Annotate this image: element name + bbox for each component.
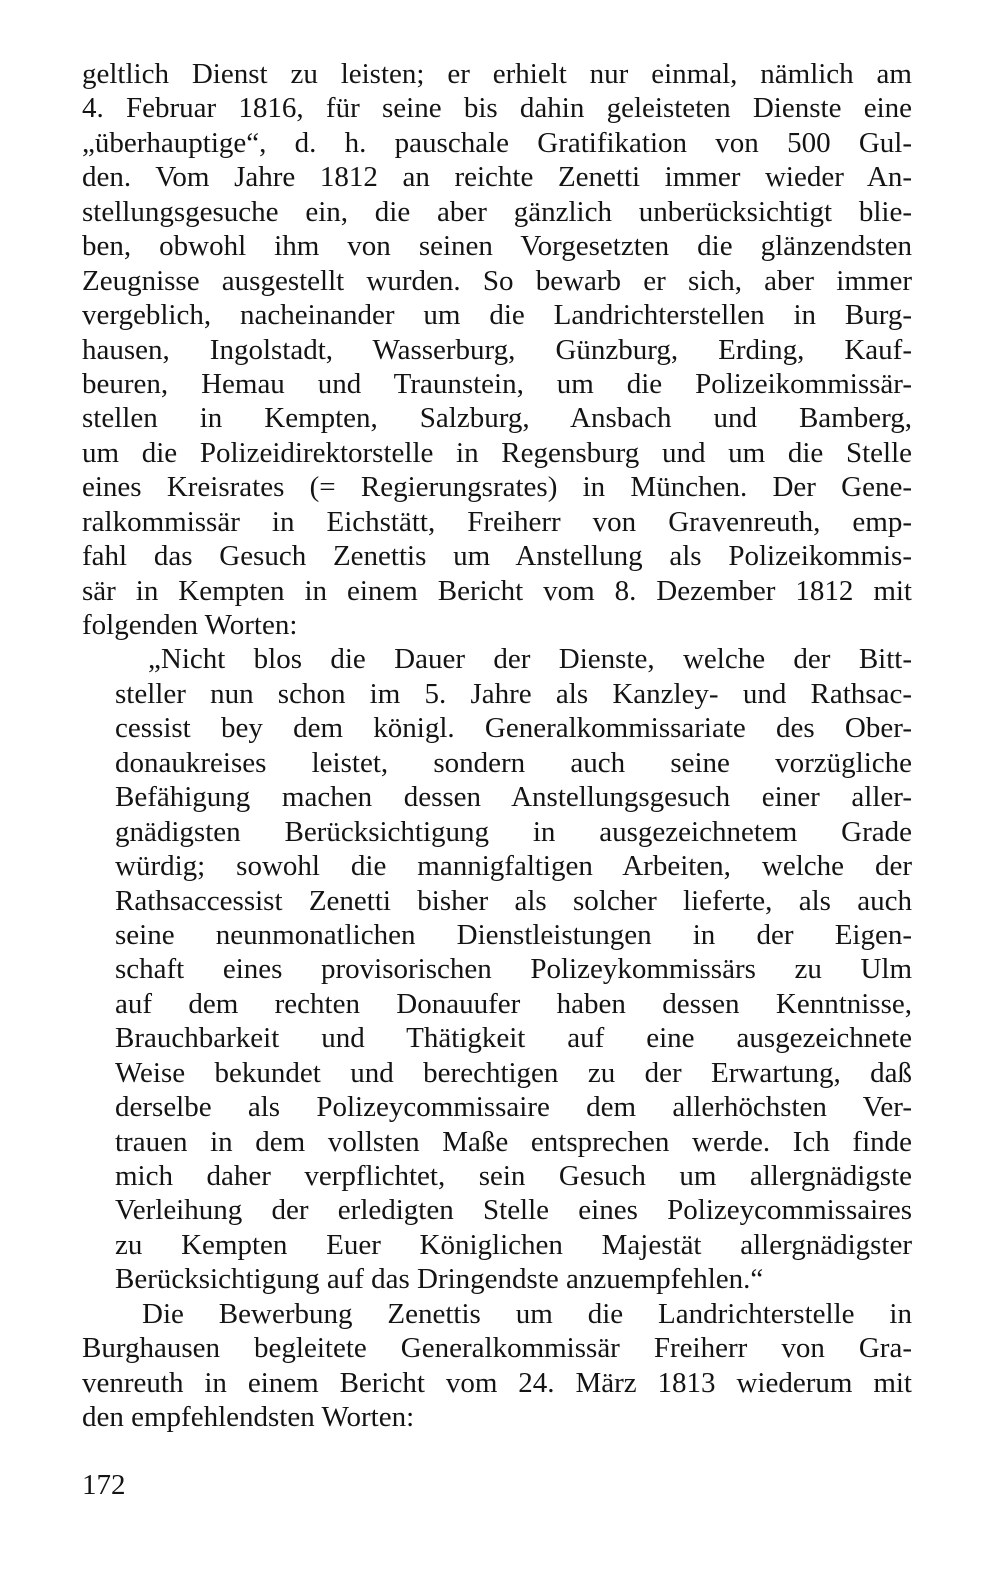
quote-line: zu Kempten Euer Königlichen Majestät allergnädigster bbox=[115, 1228, 912, 1261]
text-line: beuren, Hemau und Traunstein, um die Polizeikommissär- bbox=[82, 367, 912, 400]
text-line: vergeblich, nacheinander um die Landrichterstellen in Burg- bbox=[82, 299, 912, 332]
text-line: Die Bewerbung Zenettis um die Landrichterstelle in bbox=[142, 1297, 912, 1330]
quote-line: schaft eines provisorischen Polizeykommissärs zu Ulm bbox=[115, 953, 912, 986]
quote-line: seine neunmonatlichen Dienstleistungen in der Eigen- bbox=[115, 918, 912, 951]
quote-line: steller nun schon im 5. Jahre als Kanzley- und Rathsac- bbox=[115, 677, 912, 710]
quote-line: cessist bey dem königl. Generalkommissariate des Ober- bbox=[115, 712, 912, 745]
text-line: venreuth in einem Bericht vom 24. März 1813 wiederum mit bbox=[82, 1366, 912, 1399]
quote-line: würdig; sowohl die mannigfaltigen Arbeiten, welche der bbox=[115, 850, 912, 883]
quote-line: donaukreises leistet, sondern auch seine vorzügliche bbox=[115, 746, 912, 779]
text-line: 4. Februar 1816, für seine bis dahin geleisteten Dienste eine bbox=[82, 92, 912, 125]
quote-line: Weise bekundet und berechtigen zu der Erwartung, daß bbox=[115, 1056, 912, 1089]
text-line: eines Kreisrates (= Regierungsrates) in München. Der Gene- bbox=[82, 471, 912, 504]
quote-line: derselbe als Polizeycommissaire dem allerhöchsten Ver- bbox=[115, 1091, 912, 1124]
quote-line: Berücksichtigung auf das Dringendste anzuempfehlen.“ bbox=[115, 1263, 764, 1296]
text-line: Burghausen begleitete Generalkommissär Freiherr von Gra- bbox=[82, 1332, 912, 1365]
text-line: den empfehlendsten Worten: bbox=[82, 1401, 415, 1434]
text-line: geltlich Dienst zu leisten; er erhielt nur einmal, nämlich am bbox=[82, 58, 912, 90]
quote-line: mich daher verpflichtet, sein Gesuch um allergnädigste bbox=[115, 1160, 912, 1192]
page-number: 172 bbox=[82, 1469, 126, 1501]
text-line: ben, obwohl ihm von seinen Vorgesetzten die glänzendsten bbox=[82, 230, 912, 263]
quote-line: Rathsaccessist Zenetti bisher als solcher lieferte, als auch bbox=[115, 884, 912, 917]
quote-line: gnädigsten Berücksichtigung in ausgezeichnetem Grade bbox=[115, 815, 912, 848]
text-line: ralkommissär in Eichstätt, Freiherr von Gravenreuth, emp- bbox=[82, 505, 912, 538]
quote-line: Verleihung der erledigten Stelle eines Polizeycommissaires bbox=[115, 1194, 912, 1227]
quote-line: „Nicht blos die Dauer der Dienste, welche der Bitt- bbox=[148, 643, 912, 676]
quote-line: Befähigung machen dessen Anstellungsgesuch einer aller- bbox=[115, 781, 912, 814]
page-body-text bbox=[82, 57, 912, 1435]
text-line: folgenden Worten: bbox=[82, 609, 298, 641]
quote-line: Brauchbarkeit und Thätigkeit auf eine ausgezeichnete bbox=[115, 1022, 912, 1055]
text-line: hausen, Ingolstadt, Wasserburg, Günzburg, Erding, Kauf- bbox=[82, 333, 912, 366]
text-line: den. Vom Jahre 1812 an reichte Zenetti immer wieder An- bbox=[82, 161, 912, 194]
text-line: fahl das Gesuch Zenettis um Anstellung als Polizeikommis- bbox=[82, 540, 912, 573]
quote-line: trauen in dem vollsten Maße entsprechen werde. Ich finde bbox=[115, 1125, 912, 1158]
text-line: stellungsgesuche ein, die aber gänzlich unberücksichtigt blie- bbox=[82, 195, 912, 228]
text-line: sär in Kempten in einem Bericht vom 8. Dezember 1812 mit bbox=[82, 574, 912, 607]
text-line: stellen in Kempten, Salzburg, Ansbach und Bamberg, bbox=[82, 402, 912, 435]
text-line: „überhauptige“, d. h. pauschale Gratifikation von 500 Gul- bbox=[82, 126, 912, 159]
quote-line: auf dem rechten Donauufer haben dessen Kenntnisse, bbox=[115, 987, 912, 1020]
text-line: um die Polizeidirektorstelle in Regensburg und um die Stelle bbox=[82, 436, 912, 469]
text-line: Zeugnisse ausgestellt wurden. So bewarb er sich, aber immer bbox=[82, 264, 912, 297]
